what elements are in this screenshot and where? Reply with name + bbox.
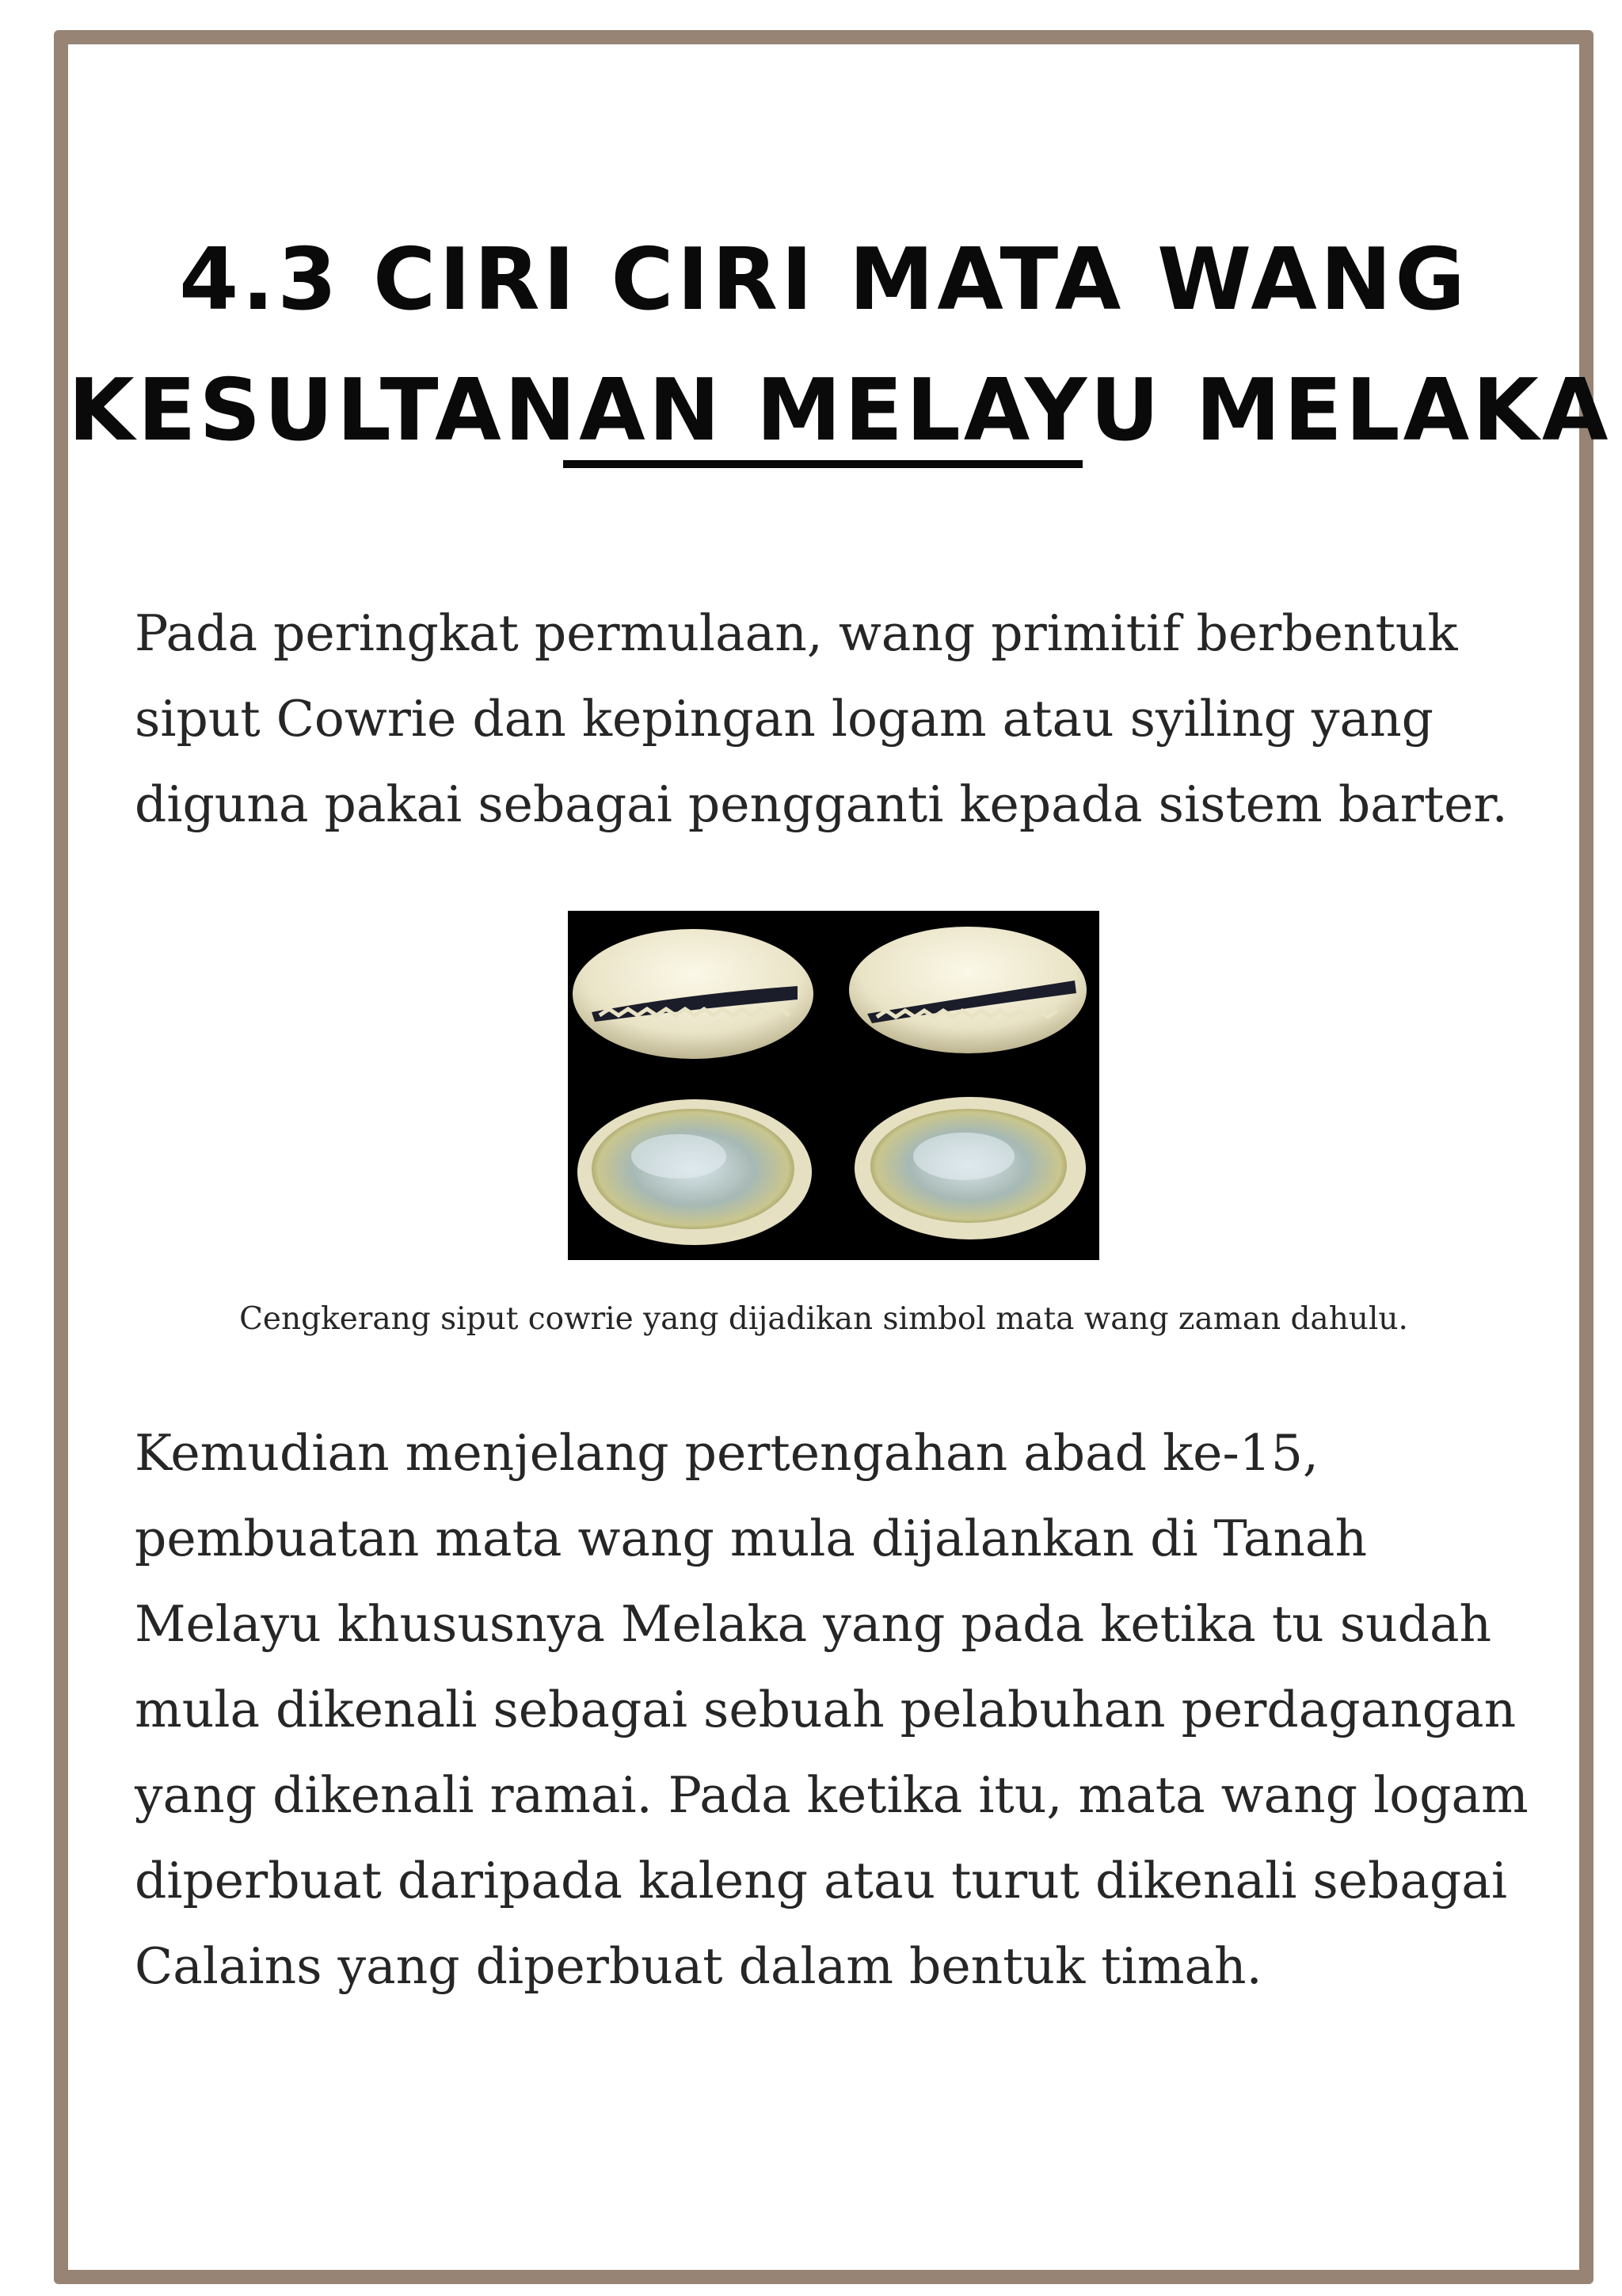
history-paragraph: Kemudian menjelang pertengahan abad ke-15, pembuatan mata wang mula dijalankan di Tanah Melayu khususnya Melaka yang pada ketika tu sudah mula dikenali sebagai sebuah pelabuhan perdagangan yang dikenali ramai. Pada ketika itu, mata wang logam diperbuat daripada kaleng atau turut dikenali sebagai Calains yang diperbuat dalam bentuk timah. — [135, 1424, 1529, 1995]
cowrie-shell-back-right — [855, 1097, 1086, 1239]
cowrie-shell-front-right — [849, 927, 1087, 1053]
cowrie-shell-front-left — [573, 929, 813, 1059]
title-line-1: 4.3 CIRI CIRI MATA WANG — [179, 230, 1468, 329]
image-caption: Cengkerang siput cowrie yang dijadikan simbol mata wang zaman dahulu. — [239, 1301, 1408, 1337]
title-underline — [563, 460, 1083, 468]
title-line-2: KESULTANAN MELAYU MELAKA — [68, 361, 1612, 460]
intro-paragraph: Pada peringkat permulaan, wang primitif berbentuk siput Cowrie dan kepingan logam atau syiling yang diguna pakai sebagai pengganti kepada sistem barter. — [135, 604, 1508, 833]
page-title — [68, 215, 1612, 476]
cowrie-shell-back-left — [577, 1099, 812, 1245]
page-frame — [54, 30, 1612, 2284]
cowrie-shell-image — [568, 911, 1099, 1260]
